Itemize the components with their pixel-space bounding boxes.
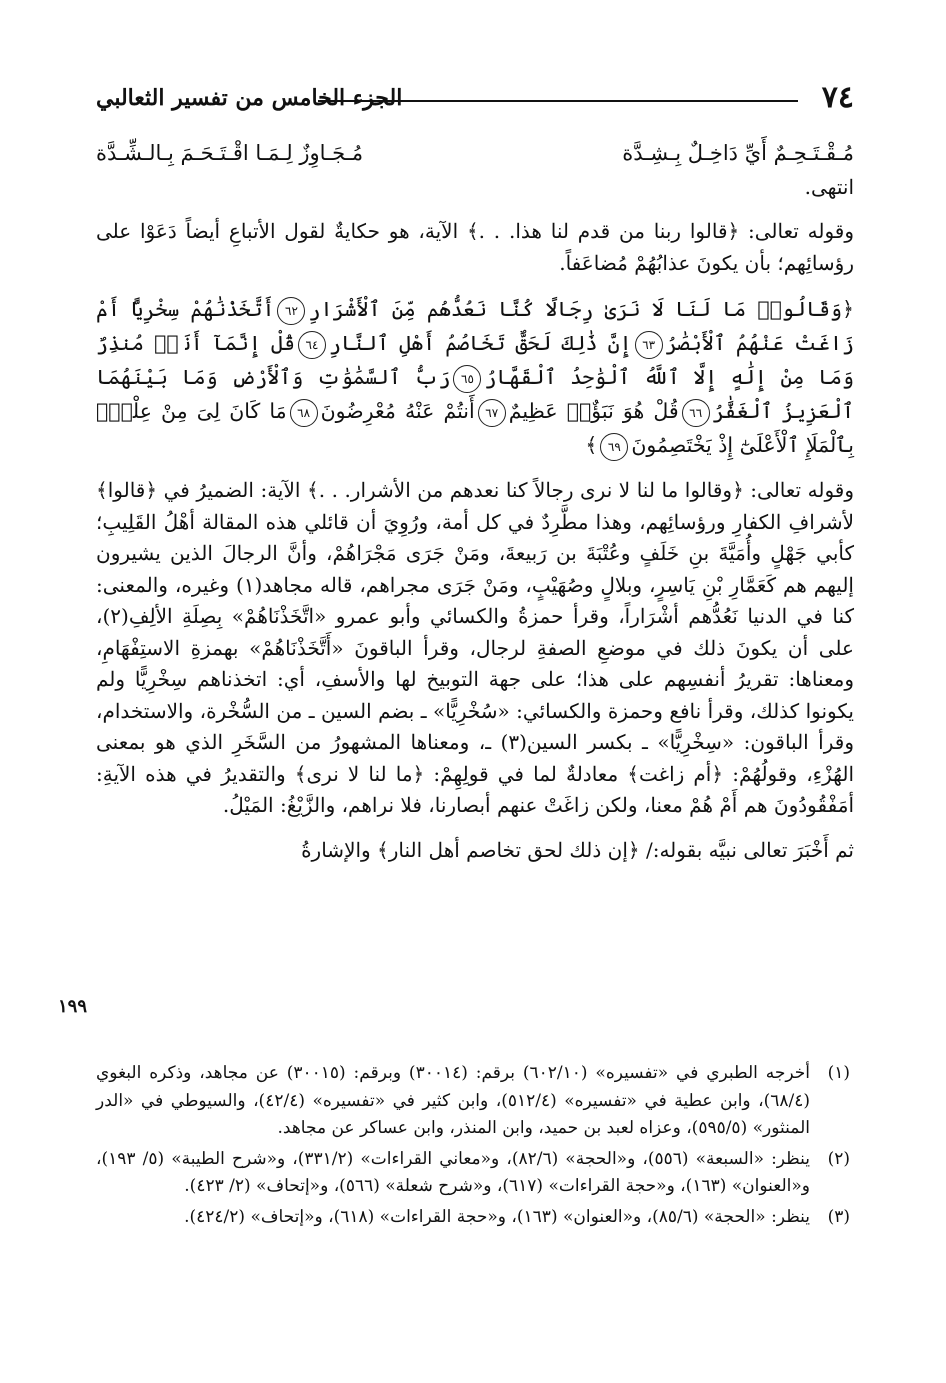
paragraph-2: وقوله تعالى: ﴿وقالوا ما لنا لا نرى رجالاً كنا نعدهم من الأشرار. . .﴾ الآية: الضميرُ في ﴿قالوا﴾ لأشرافِ الكفارِ ورؤسائِهم، وهذا مطَّرِدٌ في كل أمة، ورُوِيَ أن قائلي هذه المقالة أهْلُ القَلِيبِ؛ كأبي جَهْلٍ وأُمَيَّةَ بنِ خَلَفٍ وعُتْبَةَ بن رَبيعةَ، ومَنْ جَرَى مَجْرَاهُمْ، وأنَّ الرجالَ الذين يشيرون إليهم هم كَعَمَّارِ بْنِ يَاسِرٍ، وبلالٍ وصُهَيْبٍ، ومَنْ جَرَى مجراهم، قاله مجاهد(١) وغيره، والمعنى: كنا في الدنيا نَعُدُّهم أشْرَاراً، وقرأ حمزةُ والكسائي وأبو عمرو «اتَّخَذْنَاهُمْ» بِصِلَةِ الألِفِ(٢)، على أن يكونَ ذلك في موضعِ الصفةِ لرجال، وقرأ الباقونَ «أَتَّخَذْنَاهُمْ» بهمزةِ الاستِفْهَامِ، ومعناها: تقريرُ أنفسِهم على هذا؛ على جهة التوبيخ لها والأسفِ، أي: اتخذناهم سِخْرِيًّا ولم يكونوا كذلك، وقرأ نافع وحمزة والكسائي: «سُخْرِيًّا» ـ بضم السين ـ من السُّخْرة، والاستخدام، وقرأ الباقون: «سِخْرِيًّا» ـ بكسر السين(٣) ـ، ومعناها المشهورُ من السَّخَرِ الذي هو بمعنى الهُزْءِ، وقولُهُمْ: ﴿أم زاغت﴾ معادلةٌ لما في قولِهِمْ: ﴿ما لنا لا نرى﴾ والتقديرُ في هذه الآيةِ: أمَفْقُودُونَ هم أَمْ هُمْ معنا، ولكن زاغَتْ عنهم أبصارنا، فلا نراهم، والزَّيْغُ: المَيْلُ. [96,478,854,817]
ayah-number-marker: ٦٨ [290,399,318,427]
verse-hemistich-2: مُـجَـاوِزٌ لِـمَـا اقْـتَـحَـمَ بِـالـشِّـدَّة [96,141,364,165]
poetry-verse [96,138,854,170]
ayah-number-marker: ٦٦ [682,399,710,427]
ayah-number-marker: ٦٤ [298,331,326,359]
footnote-text: ينظر: «الحجة» (٨٥/٦)، و«العنوان» (١٦٣)، و«حجة القراءات» (٦١٨)، و«إتحاف» (٤٢٤/٢). [184,1206,810,1227]
quran-segment: قُلْ هُوَ نَبَؤٌا۟ عَظِيمٌ [508,399,679,423]
margin-page-reference: ١٩٩ [58,996,88,1017]
main-text [96,138,854,866]
footnote-text: أخرجه الطبري في «تفسيره» (٦٠٢/١٠) برقم: (٣٠٠١٤) وبرقم: (٣٠٠١٥) عن مجاهد، وذكره البغوي (٦٨/٤)، وابن عطية في «تفسيره» (٥١٢/٤)، وابن كثير في «تفسيره» (٤٢/٤)، والسيوطي في «الدر المنثور» (٥٩٥/٥)، وعزاه لعبد بن حميد، وابن المنذر، وابن عساكر عن مجاهد. [96,1063,811,1138]
running-header [96,78,854,118]
footnote [96,1146,850,1201]
ayah-number-marker: ٦٢ [277,297,305,325]
quran-segment: أَتَّخَذْنَٰهُمْ سِخْرِيًّا أَمْ زَاغَتْ عَنْهُمُ ٱلْأَبْصَٰرُ [96,297,855,355]
page-number: ٧٤ [821,80,854,115]
quran-passage [96,292,854,462]
footnote [96,1204,850,1232]
paragraph-intaha: انتهى. [804,174,854,199]
footnote-number: (٣) [827,1206,850,1227]
footnote-number: (٢) [827,1148,850,1169]
ayah-number-marker: ٦٥ [453,365,481,393]
ayah-number-marker: ٦٧ [478,399,506,427]
quran-segment: قُلْ إِنَّمَآ أَنَا۠ مُنذِرٌ وَمَا مِنْ إِلَٰهٍ إِلَّا ٱللَّهُ ٱلْوَٰحِدُ ٱلْقَهَّارُ [96,331,854,389]
quran-segment: رَبُّ ٱلسَّمَٰوَٰتِ وَٱلْأَرْضِ وَمَا بَيْنَهُمَا ٱلْعَزِيزُ ٱلْغَفَّٰرُ [96,365,854,423]
quran-segment: إِنَّ ذَٰلِكَ لَحَقٌّ تَخَاصُمُ أَهْلِ ٱلنَّارِ [329,331,632,355]
quran-open-bracket: ﴿ [841,297,854,321]
footnote-text: ينظر: «السبعة» (٥٥٦)، و«الحجة» (٨٢/٦)، و«معاني القراءات» (٣٣١/٢)، و«شرح الطيبة» (٥/ ١٩٣)، و«العنوان» (١٦٣)، و«حجة القراءات» (٦١٧)، و«شرح شعلة» (٥٦٦)، و«إتحاف» (٢/ ٤٢٣). [96,1148,810,1196]
footnote [96,1060,850,1143]
ayah-number-marker: ٦٩ [600,433,628,461]
footnotes [96,1060,850,1234]
paragraph-3: ثم أَخْبَرَ تعالى نبيَّه بقوله:/ ﴿إن ذلك لحق تخاصم أهل النار﴾ والإشارةُ [301,837,854,862]
footnote-number: (١) [827,1063,850,1083]
ayah-number-marker: ٦٣ [635,331,663,359]
quran-segment: مَا كَانَ لِىَ مِنْ عِلْمٍۭ بِٱلْمَلَإِ ٱلْأَعْلَىٰٓ إِذْ يَخْتَصِمُونَ [96,399,854,457]
quran-segment: أَنتُمْ عَنْهُ مُعْرِضُونَ [320,399,475,423]
paragraph-1: وقوله تعالى: ﴿قالوا ربنا من قدم لنا هذا. . .﴾ الآية، هو حكايةٌ لقول الأتباعِ أيضاً دَعَوْا على رؤسائِهم؛ بأن يكونَ عذابُهُمْ مُضاعَفاً. [96,219,854,275]
running-title: الجزء الخامس من تفسير الثعالبي [96,85,403,111]
quran-close-bracket: ﴾ [585,433,598,457]
verse-hemistich-1: مُـقْـتَـحِـمٌ أَيِّ دَاخِـلٌ بِـشِـدَّة [622,141,854,165]
quran-segment: وَقَالُوا۟ مَا لَنَا لَا نَرَىٰ رِجَالًا كُنَّا نَعُدُّهُم مِّنَ ٱلْأَشْرَارِ [308,297,842,321]
